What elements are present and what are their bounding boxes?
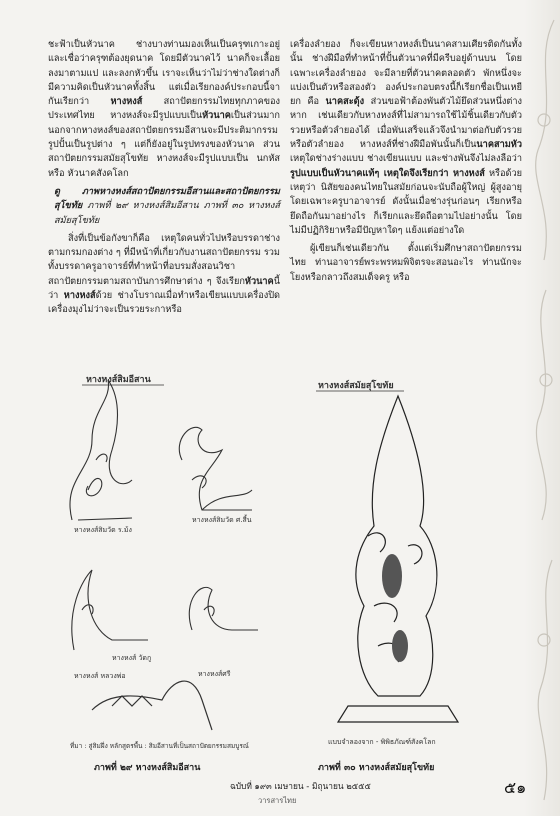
text: ส่วนขอฟ้าต้องพันตัวไม้ยึดส่วนหนึ่งต่างหาก เช่นเดียวกับหางหงส์ที่ไม่สามารถใช้ไม้ชิ้นเดียวกับตัวรวยหรือตัวลำยองได้ เมื่อพันเสร็จแล้วจึงนำมาต่อกับตัวรวยหรือตัวลำยอง หางหงส์ที่ช่างฝีมือพันนั้นก็เป็น xyxy=(290,96,523,151)
page-number: ๕๑ xyxy=(504,778,527,797)
figure-ref-29: ภาพที่ ๒๙ หางหงส์สิมอีสาน xyxy=(87,200,199,212)
figure-hang-hong-sukhothai xyxy=(308,376,484,754)
naga-sketch-3 xyxy=(72,570,148,650)
text: ชะฟ้าเป็นหัวนาค ช่างบางท่านมองเห็นเป็นครุฑเกาะอยู่ และเชื่อว่าครุฑต้องยุดนาค โดยมีตัวนาคไว้ นาคก็จะเลื้อยลงมาตามแป และลงกหัวขึ้น เราจะเห็นว่าไม่ว่าช่างใดต่างก็มีความคิดเป็นหัวนาคทั้งสิ้น แต่เมื่อเรียกองค์ประกอบนี้จากันเรียกว่า xyxy=(48,39,280,108)
figure-29-caption: ภาพที่ ๒๙ หางหงส์สิมอีสาน xyxy=(94,763,201,773)
figure-hang-hong-isan xyxy=(52,370,260,752)
see-label: ดู xyxy=(54,185,60,197)
sketch-label-3: หางหงส์ วัดกู xyxy=(112,654,152,662)
text: ผู้เขียนก็เช่นเดียวกัน ตั้งแต่เริ่มศึกษาสถาปัตยกรรมไทย ท่านอาจารย์พระพรหมพิจิตรจะสอนอะไร ท่านนักจะโยงหรือกลาวถึงสมเด็จครู หรือ xyxy=(290,243,522,283)
text: เป็นส่วนมาก นอกจากหางหงส์ของสถาปัตยกรรมอีสานจะมีประติมากรรมรูปปั้นเป็นรูปต่าง ๆ แต่ก็ยังอยู่ในรูปทรงของหัวนาค ส่วนสถาปัตยกรรมสมัยสุโขทัย หางหงส์จะมีรูปแบบเป็น นกหัส หรือ หัวนาคสังคโลก xyxy=(48,110,280,179)
text: สิ่งที่เป็นข้อกังขาก็คือ เหตุใดคนทั่วไปหรือบรรดาช่างตามกรมกองต่าง ๆ ที่มีหน้าที่เกี่ยวกับงานสถาปัตยกรรม รวมทั้งบรรดาครูอาจารย์ที่ทำหน้าที่อบรมสั่งสอนวิชาสถาปัตยกรรมตามสถาบันการศึกษาต่าง ๆ จึงเรียก xyxy=(48,232,280,287)
term-nak-sadung: นาคสะดุ้ง xyxy=(325,96,365,108)
text: เหตุใดช่างร่างแบบ ช่างเขียนแบบ และช่างพันจึงไม่ลงลือว่า xyxy=(290,153,522,165)
figure-title: หางหงส์สิมอีสาน xyxy=(86,375,151,385)
sketch-label-4: หางหงส์ หลวงพ่อ xyxy=(74,672,126,680)
figure-title: หางหงส์สมัยสุโขทัย xyxy=(318,381,394,391)
text: สถาปัตยกรรมไทยทุกภาคของประเทศไทย หางหงส์จะมีรูปแบบเป็น xyxy=(48,96,280,122)
text: นี้ว่า xyxy=(48,275,280,302)
left-column xyxy=(48,38,280,322)
right-column xyxy=(290,38,522,289)
floral-ornament-icon xyxy=(524,0,560,816)
figure-ref-title: ภาพหางหงส์สถาปัตยกรรมอีสานและสถาปัตยกรรมสุโขทัย xyxy=(54,185,280,212)
publisher-logo: วารสารไทย xyxy=(258,796,297,805)
term-hua-nak: หัวนาค xyxy=(244,275,274,287)
text: ด้วย ช่างโบราณเมื่อทำหรือเขียนแบบเครื่องปิดเครื่องมุงไม่ว่าจะเป็นรวยระกาหรือ xyxy=(48,290,280,316)
decorative-border xyxy=(524,0,560,816)
left-paragraph-2 xyxy=(48,232,280,318)
naga-sketch-1 xyxy=(70,380,132,520)
right-paragraph-1 xyxy=(290,38,522,238)
term-question: รูปแบบเป็นหัวนาคแท้ๆ เหตุใดจึงเรียกว่า หางหงส์ xyxy=(290,167,485,179)
term-nak-sam-hua: นาคสามหัว xyxy=(476,139,522,151)
sketch-label-2: หางหงส์สิมวัด ศ.สี้น xyxy=(192,516,252,524)
left-paragraph-1 xyxy=(48,38,280,181)
sketch-label-5: หางหงส์ศรี xyxy=(198,670,231,678)
right-paragraph-2 xyxy=(290,242,522,285)
text: หรือด้วยเหตุว่า นิสัยของคนไทยในสมัยก่อนจะนับถือผู้ใหญ่ ผู้สูงอายุ โดยเฉพาะครูบาอาจารย์ ดังนั้นเมื่อช่างรุ่นก่อนๆ เรียกหรือยึดถือกันมาอย่างไร ก็เรียกและยึดถือตามไปอย่างนั้น โดยไม่มีปฏิกิริยาหรือมีปัญหาใดๆ แย้งแต่อย่างใด xyxy=(290,167,522,236)
naga-sketch-2 xyxy=(179,427,252,510)
figure-30-caption: ภาพที่ ๓๐ หางหงส์สมัยสุโขทัย xyxy=(318,763,435,773)
text: เครื่องลำยอง ก็จะเขียนหางหงส์เป็นนาคสามเศียรติดกันทั้งนั้น ช่างฝีมือที่ทำหน้าที่ปั้นตัวนาคที่มีครีบอยู่ด้านบน โดยเฉพาะเครื่องลำยอง จะมีลายที่ตัวนาคตลอดตัว พักหนึ่งจะแบ่งเป็นตัวหรือสองตัว องค์ประกอบตรงนี้ก็เรียกชื่อเป็นเหยียก คือ xyxy=(290,39,522,108)
issue-info: ฉบับที่ ๑๙๓ เมษายน - มิถุนายน ๒๕๕๕ xyxy=(230,781,371,791)
term-hang-hong: หางหงส์ xyxy=(63,290,96,302)
figure-reference xyxy=(48,185,280,228)
sketch-label-1: หางหงส์สิมวัด ร.ม้ง xyxy=(74,526,132,534)
naga-sketch-5 xyxy=(92,681,212,730)
term-hua-nak: หัวนาค xyxy=(202,110,231,122)
naga-sketch-4 xyxy=(189,587,258,630)
figure-credit: ที่มา : สู่สิมฝึ่ง หลักสูตรพื้น : สิมอีสานที่เป็นสถาปัตยกรรมสมบูรณ์ xyxy=(70,742,249,750)
figure-ref-30: ภาพที่ ๓๐ หางหงส์สมัยสุโขทัย xyxy=(54,200,281,226)
term-hang-hong: หางหงส์ xyxy=(110,96,143,108)
figure-credit: แบบจำลองจาก - พิพิธภัณฑ์สังคโลก xyxy=(328,738,436,746)
